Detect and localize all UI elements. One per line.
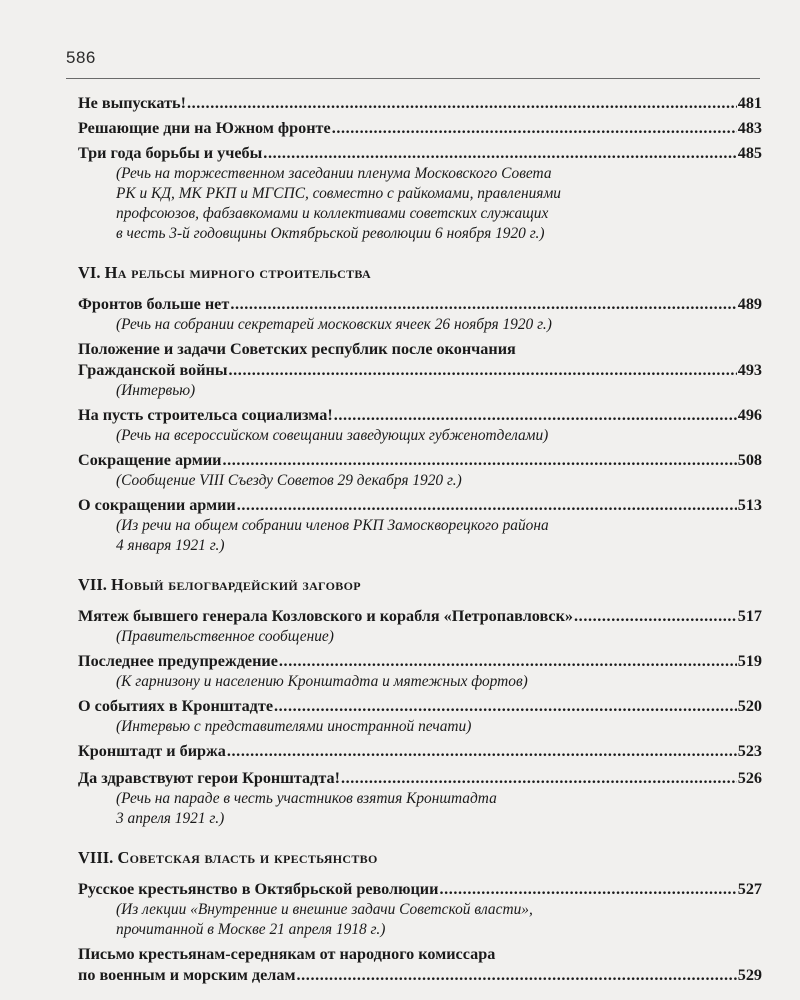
entry-page: 519 [737,652,762,670]
leader-dots [230,294,736,315]
entry-title: Гражданской войны [78,361,228,379]
entry-note: (К гарнизону и населению Кронштадта и мятежных фортов) [116,673,528,690]
entry-page: 526 [737,769,762,787]
entry-page: 513 [737,496,762,514]
leader-dots [237,495,737,516]
leader-dots [297,965,737,986]
entry-page: 489 [737,295,762,313]
toc-entry[interactable] [78,696,762,737]
leader-dots [229,360,737,381]
entry-title: Фронтов больше нет [78,295,230,313]
leader-dots [227,741,737,762]
entry-note: (Из речи на общем собрании членов РКП Замоскворецкого района 4 января 1921 г.) [116,517,549,554]
entry-title: На пусть строительса социализма! [78,406,333,424]
entry-page: 517 [737,607,762,625]
leader-dots [274,696,737,717]
entry-title: Сокращение армии [78,451,222,469]
leader-dots [334,405,737,426]
entry-title: Последнее предупреждение [78,652,278,670]
entry-page: 523 [737,742,762,760]
entry-title: О событиях в Кронштадте [78,697,274,715]
entry-page: 485 [737,144,762,162]
entry-title-line1: Письмо крестьянам-середнякам от народного комиссара [78,945,496,963]
entry-page: 483 [737,119,762,137]
entry-title: Да здравствуют герои Кронштадта! [78,769,340,787]
leader-dots [332,118,737,139]
entry-title: Не выпускать! [78,94,186,112]
entry-note: (Речь на всероссийском совещании заведующих губженотделами) [116,427,549,444]
table-of-contents [78,93,762,990]
entry-title: по военным и морским делам [78,966,296,984]
entry-title: Три года борьбы и учебы [78,144,263,162]
entry-title: Русское крестьянство в Октябрьской революции [78,880,439,898]
entry-note: (Интервью с представителями иностранной печати) [116,718,472,735]
entry-page: 493 [737,361,762,379]
toc-entry[interactable] [78,339,762,401]
entry-note: (Речь на торжественном заседании пленума Московского Совета РК и КД, МК РКП и МГСПС, совместно с райкомами, правлениями профсоюзов, фабзавкомами и коллективами советских служащих в честь 3-й годовщины Октябрьской революции 6 ноября 1920 г.) [116,165,561,242]
section-heading: VII. Новый белогвардейский заговор [78,575,361,594]
section-heading: VIII. Советская власть и крестьянство [78,848,378,867]
leader-dots [222,450,736,471]
toc-entry[interactable] [78,450,762,491]
entry-note: (Правительственное сообщение) [116,628,334,645]
entry-page: 520 [737,697,762,715]
toc-entry[interactable] [78,651,762,692]
entry-page: 496 [737,406,762,424]
entry-title: Кронштадт и биржа [78,742,226,760]
header-rule [66,78,760,79]
toc-entry[interactable] [78,143,762,244]
toc-entry[interactable] [78,495,762,556]
toc-entry[interactable] [78,294,762,335]
entry-title-line1: Положение и задачи Советских республик после окончания [78,340,516,358]
leader-dots [187,93,737,114]
leader-dots [279,651,737,672]
entry-page: 508 [737,451,762,469]
toc-entry[interactable] [78,606,762,647]
leader-dots [574,606,737,627]
toc-entry[interactable] [78,118,762,139]
entry-note: (Речь на параде в честь участников взятия Кронштадта 3 апреля 1921 г.) [116,790,497,827]
entry-title: О сокращении армии [78,496,236,514]
entry-note: (Из лекции «Внутренние и внешние задачи Советской власти», прочитанной в Москве 21 апреля 1918 г.) [116,901,533,938]
toc-entry[interactable] [78,741,762,762]
toc-entry[interactable] [78,768,762,829]
leader-dots [263,143,736,164]
toc-entry[interactable] [78,93,762,114]
entry-page: 529 [737,966,762,984]
page-number: 586 [66,48,96,67]
toc-entry[interactable] [78,879,762,940]
entry-page: 481 [737,94,762,112]
toc-entry[interactable] [78,405,762,446]
entry-note: (Интервью) [116,382,196,399]
toc-entry[interactable] [78,944,762,986]
leader-dots [439,879,736,900]
entry-note: (Сообщение VIII Съезду Советов 29 декабря 1920 г.) [116,472,462,489]
entry-note: (Речь на собрании секретарей московских ячеек 26 ноября 1920 г.) [116,316,552,333]
entry-title: Решающие дни на Южном фронте [78,119,331,137]
entry-page: 527 [737,880,762,898]
leader-dots [341,768,737,789]
entry-title: Мятеж бывшего генерала Козловского и корабля «Петропавловск» [78,607,574,625]
section-heading: VI. На рельсы мирного строительства [78,263,371,282]
